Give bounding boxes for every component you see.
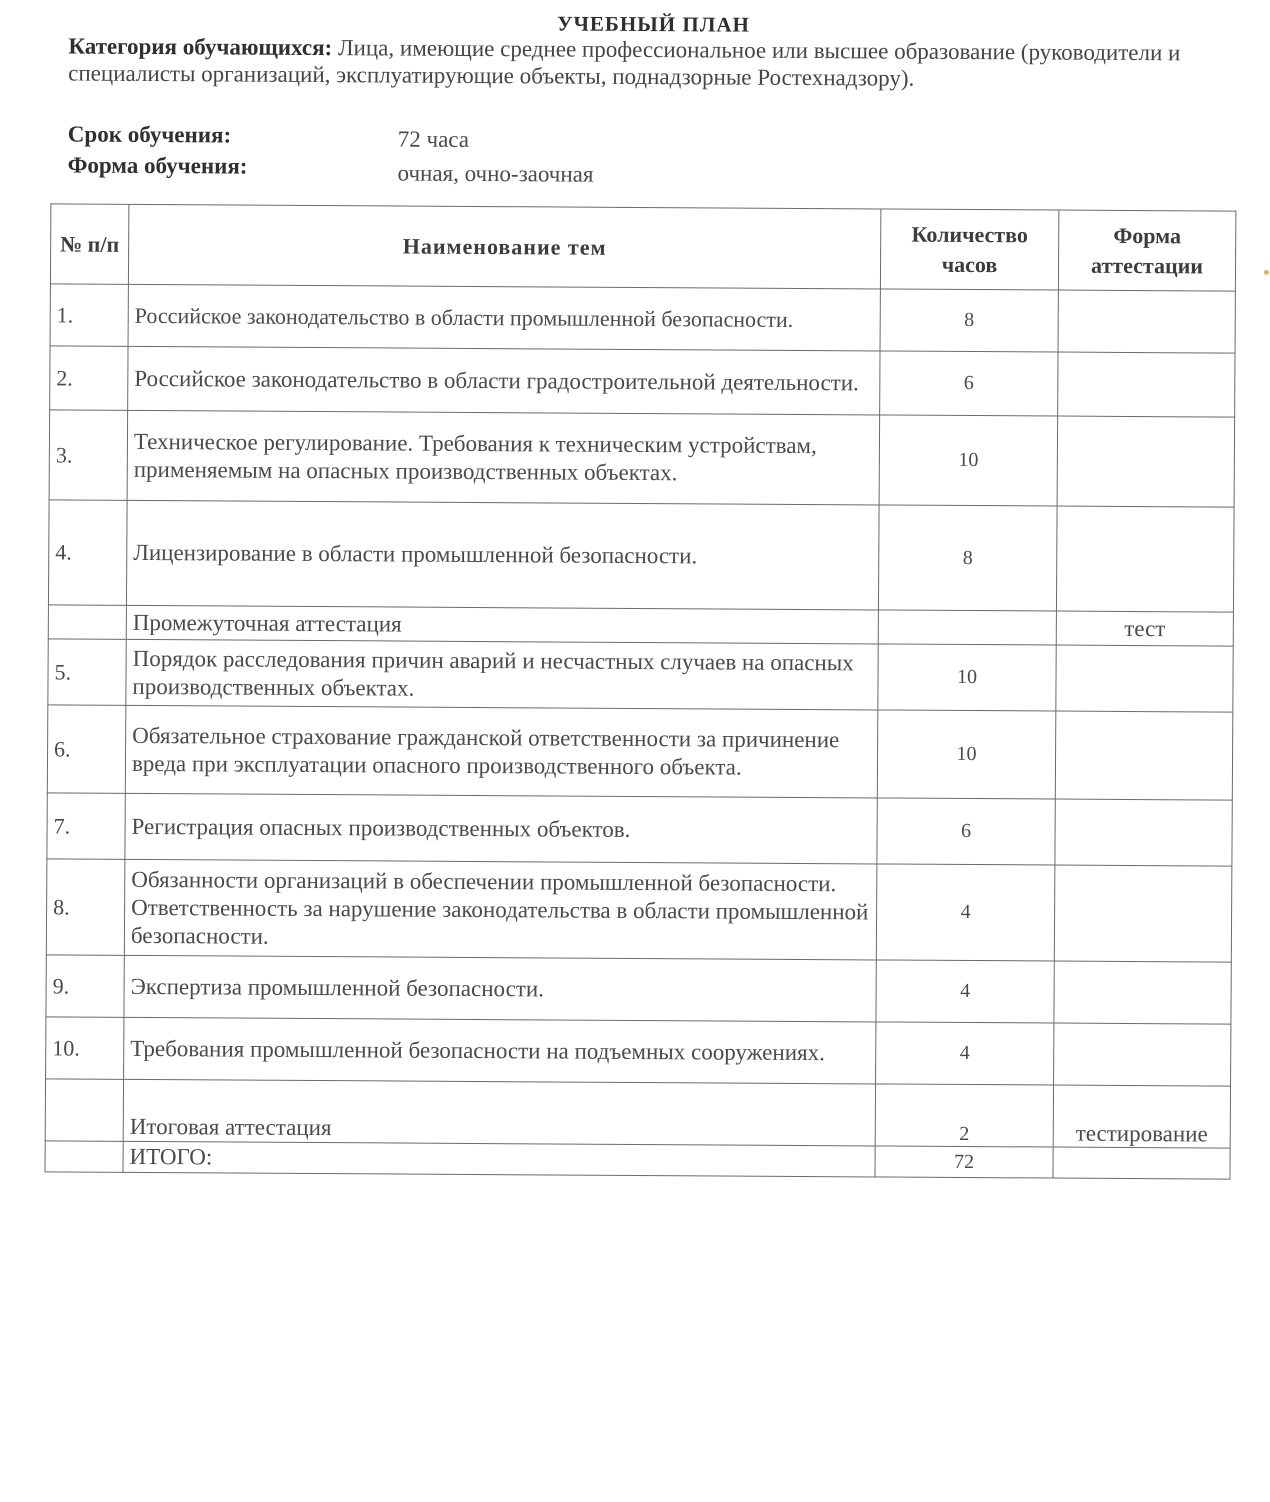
row-attestation: тест xyxy=(1056,611,1233,646)
row-hours: 4 xyxy=(876,864,1055,961)
row-topic: Итоговая аттестация xyxy=(123,1079,875,1146)
row-hours: 4 xyxy=(876,960,1054,1023)
table-row xyxy=(46,1017,1231,1086)
row-topic: Российское законодательство в области промышленной безопасности. xyxy=(128,284,880,351)
row-hours: 10 xyxy=(877,710,1056,799)
row-num xyxy=(45,1079,123,1141)
row-hours: 8 xyxy=(878,505,1057,611)
row-topic: Порядок расследования причин аварий и несчастных случаев на опасных производственных объектах. xyxy=(126,639,878,710)
row-hours: 10 xyxy=(879,415,1058,506)
table-row xyxy=(48,500,1234,612)
total-row xyxy=(45,1141,1230,1179)
row-attestation xyxy=(1054,1023,1231,1086)
row-topic: Лицензирование в области промышленной безопасности. xyxy=(126,500,879,610)
header-hours: Количество часов xyxy=(880,209,1058,290)
row-attestation xyxy=(1054,961,1231,1024)
row-topic: Техническое регулирование. Требования к техническим устройствам, применяемым на опасных производственных объектах. xyxy=(127,410,880,505)
total-attestation xyxy=(1053,1147,1230,1179)
table-row xyxy=(46,955,1231,1024)
row-num: 10. xyxy=(46,1017,124,1079)
row-num: 2. xyxy=(50,346,128,410)
header-attestation: Форма аттестации xyxy=(1058,210,1235,291)
table-row xyxy=(45,1079,1230,1148)
total-num xyxy=(45,1141,123,1172)
curriculum-table xyxy=(44,203,1236,1179)
table-row xyxy=(50,346,1235,417)
row-num xyxy=(48,605,126,639)
total-label: ИТОГО: xyxy=(123,1141,875,1177)
term-label: Срок обучения: xyxy=(67,121,232,148)
form-value: очная, очно-заочная xyxy=(397,160,594,187)
table-row xyxy=(49,410,1235,507)
scan-mark xyxy=(1264,270,1269,275)
row-attestation xyxy=(1058,352,1235,417)
row-topic: Экспертиза промышленной безопасности. xyxy=(124,955,876,1022)
category-line xyxy=(68,32,1218,93)
row-hours: 8 xyxy=(880,289,1058,352)
row-hours: 10 xyxy=(878,644,1056,711)
row-topic: Обязательное страхование гражданской ответственности за причинение вреда при эксплуатации опасного производственного объекта. xyxy=(125,705,878,798)
row-attestation xyxy=(1056,506,1234,612)
row-topic: Обязанности организаций в обеспечении промышленной безопасности. Ответственность за нарушение законодательства в области промышленной безопасности. xyxy=(124,859,877,960)
row-num: 9. xyxy=(46,955,124,1017)
header-name: Наименование тем xyxy=(128,204,880,289)
document-title: УЧЕБНЫЙ ПЛАН xyxy=(557,11,750,37)
header-num: № п/п xyxy=(50,204,128,284)
table-row xyxy=(46,859,1232,962)
row-topic: Требования промышленной безопасности на подъемных сооружениях. xyxy=(124,1017,876,1084)
row-hours: 6 xyxy=(877,798,1055,865)
row-num: 8. xyxy=(46,859,125,955)
row-num: 6. xyxy=(47,705,126,793)
row-num: 3. xyxy=(49,410,128,500)
table-header-row xyxy=(50,204,1235,291)
row-topic: Промежуточная аттестация xyxy=(126,605,878,644)
row-hours: 4 xyxy=(876,1022,1054,1085)
form-label: Форма обучения: xyxy=(67,152,248,179)
row-topic: Российское законодательство в области градостроительной деятельности. xyxy=(128,346,880,415)
row-attestation xyxy=(1057,416,1235,507)
row-hours xyxy=(878,610,1056,645)
row-attestation xyxy=(1058,290,1235,353)
row-attestation xyxy=(1054,865,1232,962)
row-hours: 6 xyxy=(880,351,1058,416)
row-topic: Регистрация опасных производственных объектов. xyxy=(125,793,877,864)
row-attestation xyxy=(1056,645,1233,712)
row-num: 7. xyxy=(47,793,125,859)
row-num: 5. xyxy=(48,639,126,705)
table-row xyxy=(48,639,1233,712)
row-attestation xyxy=(1055,799,1232,866)
term-value: 72 часа xyxy=(397,126,470,152)
category-label: Категория обучающихся: xyxy=(68,33,333,61)
row-attestation xyxy=(1055,711,1233,800)
row-num: 1. xyxy=(50,284,128,346)
row-hours: 2 xyxy=(875,1084,1053,1147)
row-num: 4. xyxy=(48,500,127,605)
total-hours: 72 xyxy=(875,1146,1053,1178)
table-row xyxy=(47,705,1233,800)
row-attestation: тестирование xyxy=(1053,1085,1230,1148)
category-value: Лица, имеющие среднее профессиональное или высшее образование (руководители и специалисты организаций, эксплуатирующие объекты, поднадзорные Ростехнадзору). xyxy=(68,35,1181,91)
table-row xyxy=(47,793,1232,866)
table-row xyxy=(50,284,1235,353)
